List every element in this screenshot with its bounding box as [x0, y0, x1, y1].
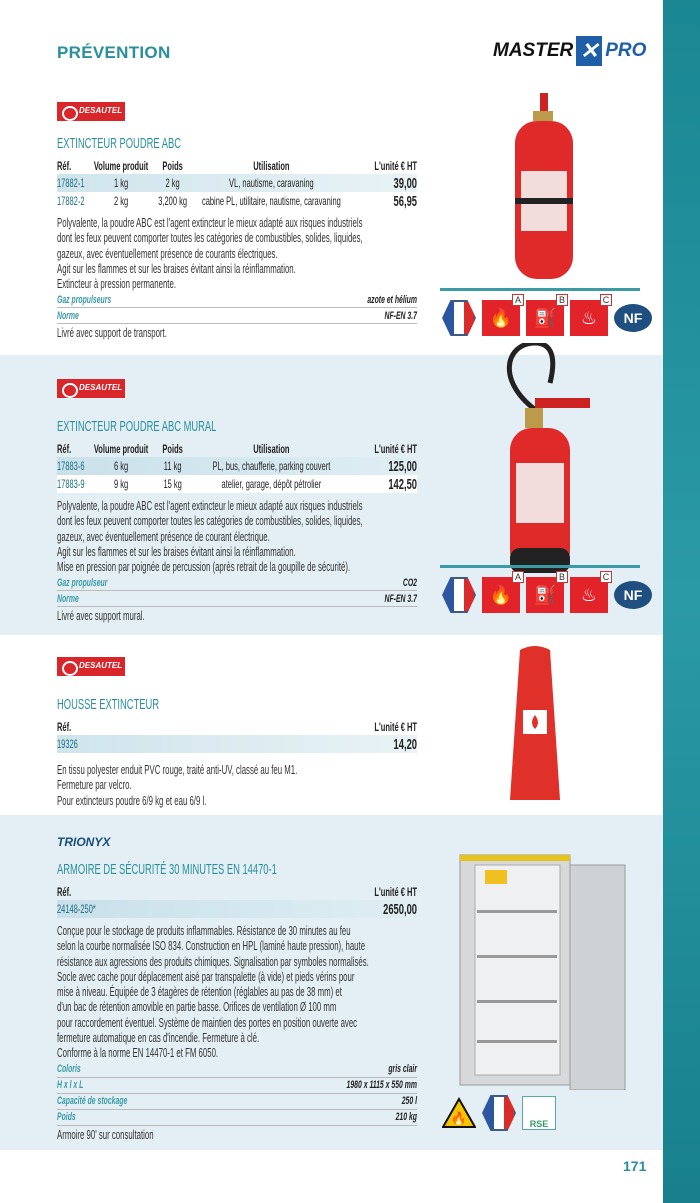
table-row: 17882-1 1 kg 2 kg VL, nautisme, caravaning 39,00 [57, 174, 417, 192]
section-title: PRÉVENTION [57, 43, 171, 62]
certification-icons [442, 295, 652, 336]
product-title: EXTINCTEUR POUDRE ABC [57, 135, 181, 152]
table-header: Réf. Volume produit Poids Utilisation L'unité € HT [57, 159, 417, 173]
certification-icons [442, 1095, 556, 1131]
nf-certification-icon: NF [614, 304, 652, 332]
product-extincteur-abc [0, 88, 663, 350]
divider [440, 288, 640, 291]
product-description: En tissu polyester enduit PVC rouge, traité anti-UV, classé au feu M1. Fermeture par velcro. Pour extincteurs poudre 6/9 kg et eau 6/9 l. [57, 763, 298, 808]
fire-class-a-icon: 🔥 A [482, 300, 520, 336]
product-note: Armoire 90' sur consultation [57, 1127, 154, 1142]
masterpro-logo: MASTER ✕ PRO [493, 36, 646, 66]
table-row: 17883-6 6 kg 11 kg PL, bus, chaufferie, parking couvert 125,00 [57, 457, 417, 475]
table-row: 17883-9 9 kg 15 kg atelier, garage, dépôt pétrolier 142,50 [57, 475, 417, 493]
table-header: Réf. Volume produit Poids Utilisation L'unité € HT [57, 442, 417, 456]
desautel-logo: DESAUTEL [57, 657, 125, 676]
fire-extinguisher-image [505, 93, 585, 283]
product-description: Polyvalente, la poudre ABC est l'agent extincteur le mieux adapté aux risques industriels dont les feux peuvent comporter toutes les catégories de combustibles, solides, liquides, gazeux, avec éventuellement présence de courant électrique. Agit sur les flammes et sur les braises évitant ainsi la réinflammation. Mise en pression par poignée de percussion (après retrait de la goupille de sécurité). [57, 499, 363, 575]
product-description: Polyvalente, la poudre ABC est l'agent extincteur le mieux adapté aux risques industriels dont les feux peuvent comporter toutes les catégories de combustibles, solides, liquides, gazeux, avec éventuellement présence de courants électriques. Agit sur les flammes et sur les braises évitant ainsi la réinflammation. Extincteur à pression permanente. [57, 216, 363, 292]
trionyx-logo: TRIONYX [57, 835, 111, 849]
spec-row: H x l x L 1980 x 1115 x 550 mm [57, 1078, 417, 1094]
product-title: EXTINCTEUR POUDRE ABC MURAL [57, 418, 217, 435]
product-title: HOUSSE EXTINCTEUR [57, 696, 160, 713]
spec-row: Gaz propulseurs azote et hélium [57, 292, 417, 308]
certification-icons [442, 572, 652, 613]
product-title: ARMOIRE DE SÉCURITÉ 30 MINUTES EN 14470-1 [57, 861, 277, 878]
product-note: Livré avec support mural. [57, 609, 145, 624]
product-extincteur-abc-mural [0, 355, 663, 635]
divider [440, 565, 640, 568]
product-armoire-securite [0, 815, 663, 1150]
table-row: 24148-250* 2650,00 [57, 900, 417, 918]
product-description: Conçue pour le stockage de produits inflammables. Résistance de 30 minutes au feu selon la courbe normalisée ISO 834. Construction en HPL (laminé haute pression), haute résistance aux agressions des produits chimiques. Signalisation par symboles normalisés. Socle avec cache pour déplacement aisé par transpalette (à vide) et pieds vérins pour mise à niveau. Équipée de 3 étagères de rétention (réglables au pas de 38 mm) et d'un bac de rétention amovible en partie basse. Orifices de ventilation Ø 100 mm pour raccordement éventuel. Système de maintien des portes en position ouverte avec fermeture automatique en cas d'incendie. Fermeture à clé. Conforme à la norme EN 14470-1 et FM 6050. [57, 924, 369, 1061]
table-row: 19326 14,20 [57, 735, 417, 753]
table-header: Réf. L'unité € HT [57, 720, 417, 734]
table-row: 17882-2 2 kg 3,200 kg cabine PL, utilitaire, nautisme, caravaning 56,95 [57, 192, 417, 210]
spec-row: Poids 210 kg [57, 1110, 417, 1126]
svg-text:🔥: 🔥 [450, 1111, 468, 1126]
desautel-logo: DESAUTEL [57, 102, 125, 121]
page-number: 171 [623, 1158, 647, 1174]
spec-row: Capacité de stockage 250 l [57, 1094, 417, 1110]
made-in-france-icon [442, 577, 476, 613]
table-header: Réf. L'unité € HT [57, 885, 417, 899]
fire-class-b-icon: ⛽ B [526, 300, 564, 336]
fire-class-a-icon: 🔥 A [482, 577, 520, 613]
spec-row: Coloris gris clair [57, 1062, 417, 1078]
rse-icon: RSE [522, 1096, 556, 1130]
wall-fire-extinguisher-image [495, 343, 605, 578]
desautel-logo: DESAUTEL [57, 379, 125, 398]
product-note: Livré avec support de transport. [57, 326, 167, 341]
fire-class-c-icon: ♨ C [570, 300, 608, 336]
safety-cabinet-image [455, 850, 630, 1090]
decorative-side-strip [663, 0, 700, 1203]
product-housse-extincteur [0, 640, 663, 810]
nf-certification-icon: NF [614, 581, 652, 609]
flammable-warning-icon [442, 1097, 476, 1129]
spec-row: Norme NF-EN 3.7 [57, 591, 417, 607]
spec-row: Norme NF-EN 3.7 [57, 308, 417, 324]
made-in-france-icon [482, 1095, 516, 1131]
fire-class-c-icon: ♨ C [570, 577, 608, 613]
extinguisher-cover-image [505, 645, 565, 805]
spec-row: Gaz propulseur CO2 [57, 575, 417, 591]
made-in-france-icon [442, 300, 476, 336]
fire-class-b-icon: ⛽ B [526, 577, 564, 613]
